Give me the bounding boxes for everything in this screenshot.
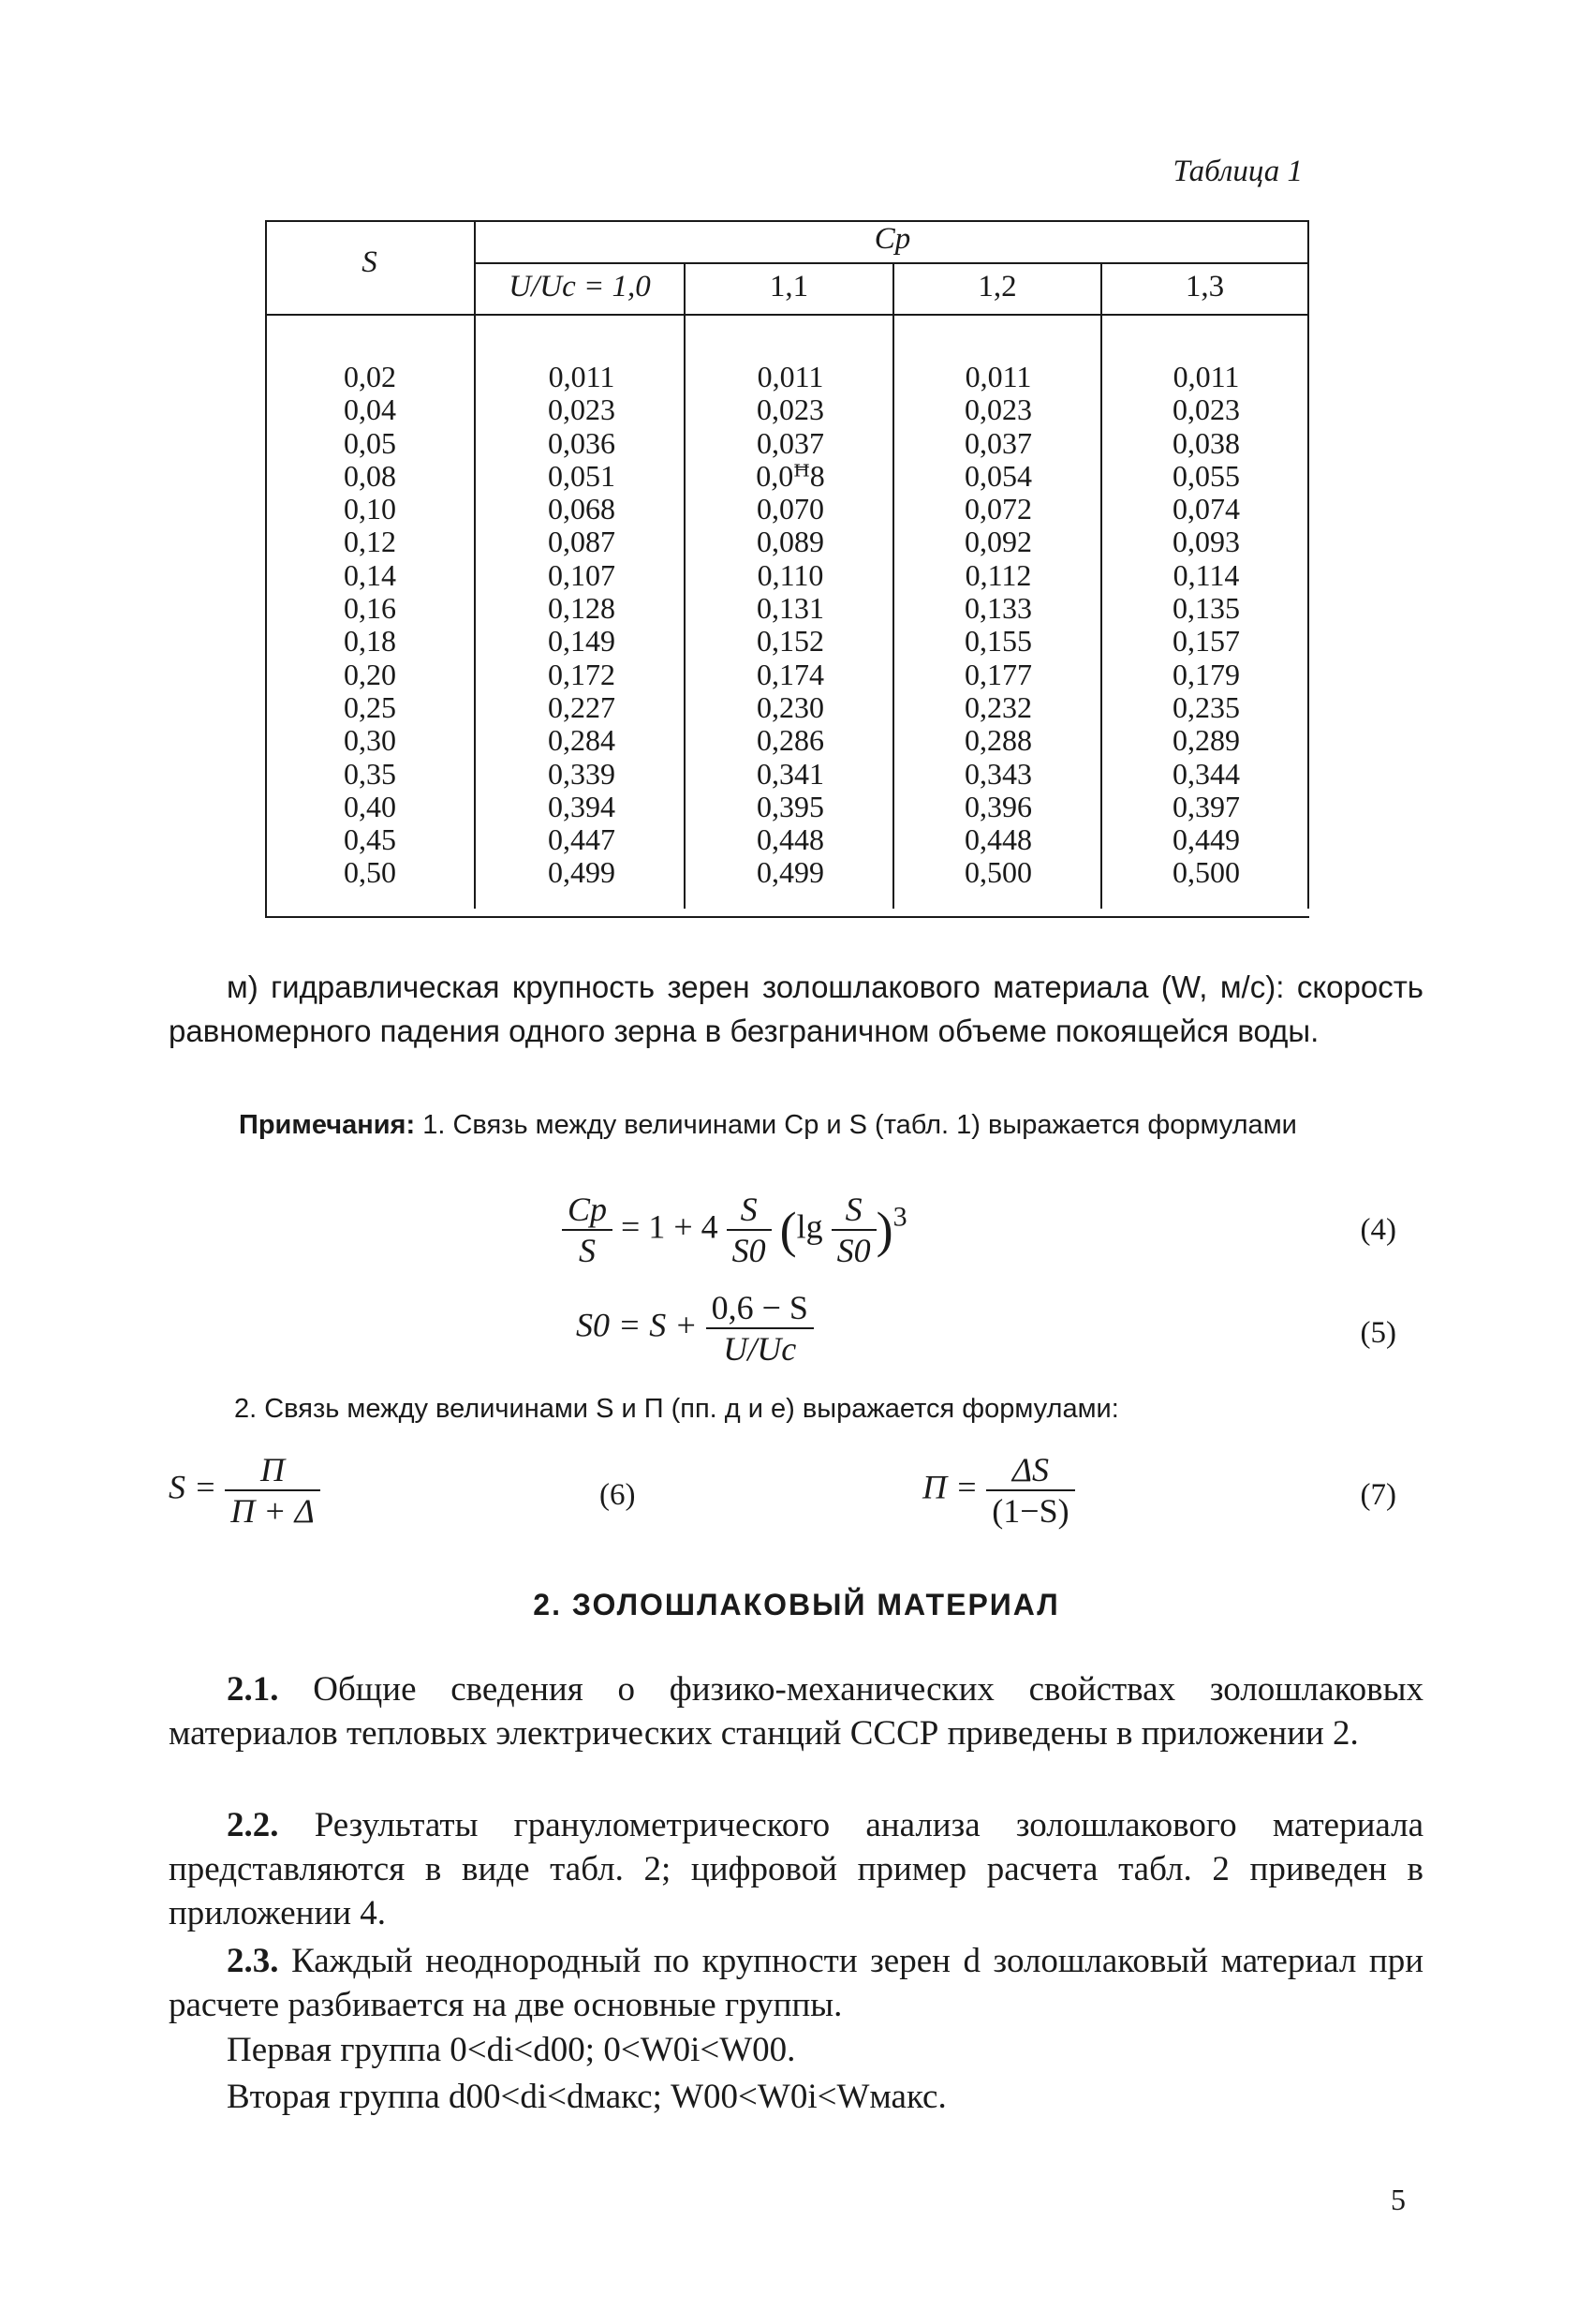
denominator: U/Uc — [723, 1330, 797, 1368]
note-1 — [169, 1110, 1423, 1141]
note-1-text: 1. Связь между величинами Cр и S (табл. 1) выражается формулами — [422, 1110, 1297, 1140]
notes-label: Примечания: — [239, 1110, 416, 1140]
section-text: Каждый неоднородный по крупности зерен d золошлаковый материал при расчете разбивается на две основные группы. — [169, 1942, 1423, 2024]
fraction — [225, 1450, 319, 1531]
formula-4 — [562, 1190, 907, 1270]
table-cell-cp: 0,011 — [757, 360, 824, 393]
col-header-4: 1,3 — [1185, 270, 1225, 303]
table-cell-cp: 0,023 — [757, 392, 824, 427]
table-cell-cp: 0,068 — [548, 492, 615, 526]
note-2: 2. Связь между величинами S и П (пп. д и е) выражается формулами: — [234, 1394, 1119, 1424]
section-number: 2.1. — [227, 1670, 279, 1709]
table-cell-cp: 0,051 — [548, 458, 615, 493]
table-cell-cp: 0,230 — [757, 689, 824, 724]
table-cell-cp: 0,023 — [965, 392, 1032, 427]
equation-number-5: (5) — [1360, 1316, 1396, 1350]
section-2-1 — [169, 1667, 1423, 1755]
table-cell-cp: 0,396 — [965, 789, 1032, 823]
page-number: 5 — [1391, 2183, 1406, 2216]
table-cell-cp: 0,149 — [548, 624, 615, 659]
paren-open: ( — [779, 1202, 797, 1258]
equation-number-7: (7) — [1360, 1478, 1396, 1512]
table-cell-s: 0,30 — [344, 723, 396, 758]
fraction — [706, 1288, 814, 1369]
table-cell-cp: 0,289 — [1173, 723, 1240, 758]
section-text: Общие сведения о физико-механических свойствах золошлаковых материалов тепловых электрических станций СССР приведены в приложении 2. — [169, 1670, 1423, 1753]
section-2-2 — [169, 1803, 1423, 1935]
table-cell-cp: 0,0ꟸ8 — [756, 458, 825, 493]
table-cell-cp: 0,394 — [548, 789, 615, 823]
cp-column-4 — [1117, 361, 1295, 890]
table-cell-s: 0,04 — [344, 392, 396, 427]
table-cell-cp: 0,344 — [1173, 756, 1240, 791]
table-cell-cp: 0,011 — [965, 360, 1032, 393]
table-cell-cp: 0,343 — [965, 756, 1032, 791]
table-cell-cp: 0,038 — [1173, 425, 1240, 460]
table-col-divider — [892, 262, 894, 909]
table-cell-cp: 0,397 — [1173, 789, 1240, 823]
col-header-2: 1,1 — [769, 270, 809, 303]
table-cell-cp: 0,131 — [757, 591, 824, 626]
cp-column-1 — [493, 361, 671, 890]
col-header-3: 1,2 — [978, 270, 1017, 303]
table-cell-cp: 0,133 — [965, 591, 1032, 626]
table-cell-cp: 0,037 — [757, 425, 824, 460]
denominator: S0 — [836, 1232, 871, 1269]
table-cell-cp: 0,284 — [548, 723, 615, 758]
table-col-divider — [684, 262, 686, 909]
table-cell-cp: 0,110 — [757, 557, 824, 592]
equation-number-6: (6) — [599, 1478, 636, 1512]
header-bottom-rule — [265, 314, 1309, 316]
table-cell-cp: 0,499 — [548, 855, 615, 890]
table-cell-cp: 0,339 — [548, 756, 615, 791]
table-cell-cp: 0,172 — [548, 657, 615, 691]
fraction — [727, 1190, 772, 1270]
table-cell-cp: 0,500 — [965, 855, 1032, 890]
cp-column-2 — [701, 361, 879, 890]
section-text: Результаты гранулометрического анализа золошлакового материала представляются в виде табл. 2; цифровой пример расчета табл. 2 приведен в приложении 4. — [169, 1806, 1423, 1932]
table-cell-cp: 0,499 — [757, 855, 824, 890]
table-cell-cp: 0,092 — [965, 525, 1032, 559]
table-cell-cp: 0,054 — [965, 458, 1032, 493]
table-col-divider — [1100, 262, 1102, 909]
table-cell-cp: 0,037 — [965, 425, 1032, 460]
table-cell-cp: 0,072 — [965, 492, 1032, 526]
formula-lhs: П = — [922, 1468, 979, 1506]
table-cell-cp: 0,107 — [548, 557, 615, 592]
table-cell-s: 0,20 — [344, 657, 396, 691]
table-bottom-rule — [265, 916, 1309, 918]
numerator: 0,6 − S — [706, 1288, 814, 1329]
table-cell-cp: 0,447 — [548, 822, 615, 857]
table-cell-cp: 0,112 — [965, 557, 1032, 592]
lg-operator: lg — [796, 1207, 823, 1246]
formula-7 — [922, 1450, 1075, 1531]
table-cell-s: 0,50 — [344, 855, 396, 890]
table-cell-cp: 0,011 — [548, 360, 615, 393]
table-cell-cp: 0,023 — [548, 392, 615, 427]
section-number: 2.3. — [227, 1942, 279, 1980]
group-2: Вторая группа d00<di<dмакс; W00<W0i<Wмакс. — [227, 2078, 947, 2116]
operator: = 1 + 4 — [621, 1207, 718, 1246]
cp-header: Cp — [874, 222, 911, 256]
paren-close: ) — [876, 1202, 893, 1258]
numerator: ΔS — [986, 1450, 1074, 1491]
table-cell-cp: 0,235 — [1173, 689, 1240, 724]
section-number: 2.2. — [227, 1806, 279, 1844]
table-cell-cp: 0,500 — [1173, 855, 1240, 890]
table-cell-cp: 0,152 — [757, 624, 824, 659]
table-cell-cp: 0,227 — [548, 689, 615, 724]
table-cell-s: 0,35 — [344, 756, 396, 791]
table-cell-cp: 0,093 — [1173, 525, 1240, 559]
table-cell-s: 0,12 — [344, 525, 396, 559]
table-cell-cp: 0,087 — [548, 525, 615, 559]
table-cell-cp: 0,070 — [757, 492, 824, 526]
table-cell-s: 0,16 — [344, 591, 396, 626]
table-cell-cp: 0,448 — [965, 822, 1032, 857]
table-cell-s: 0,02 — [344, 360, 396, 393]
table-cell-cp: 0,288 — [965, 723, 1032, 758]
table-cell-cp: 0,341 — [757, 756, 824, 791]
table-cell-s: 0,05 — [344, 425, 396, 460]
table-cell-cp: 0,074 — [1173, 492, 1240, 526]
table-cell-s: 0,18 — [344, 624, 396, 659]
table-caption: Таблица 1 — [1173, 155, 1303, 188]
data-table — [265, 220, 1309, 918]
table-left-rule — [265, 220, 267, 918]
table-cell-cp: 0,395 — [757, 789, 824, 823]
table-cell-cp: 0,011 — [1173, 360, 1240, 393]
table-cell-cp: 0,036 — [548, 425, 615, 460]
paragraph-m: м) гидравлическая крупность зерен золошлакового материала (W, м/с): скорость равномерного падения одного зерна в безграничном объеме покоящейся воды. — [169, 970, 1423, 1048]
table-cell-cp: 0,135 — [1173, 591, 1240, 626]
table-cell-cp: 0,286 — [757, 723, 824, 758]
numerator: S — [832, 1190, 877, 1231]
denominator: П + Δ — [230, 1492, 315, 1530]
table-cell-cp: 0,155 — [965, 624, 1032, 659]
denominator: S0 — [731, 1232, 766, 1269]
table-cell-s: 0,40 — [344, 789, 396, 823]
numerator: П — [225, 1450, 319, 1491]
table-cell-s: 0,10 — [344, 492, 396, 526]
numerator: S — [727, 1190, 772, 1231]
table-cell-cp: 0,179 — [1173, 657, 1240, 691]
fraction — [832, 1190, 877, 1270]
cp-column-3 — [909, 361, 1087, 890]
table-cell-cp: 0,177 — [965, 657, 1032, 691]
table-cell-cp: 0,448 — [757, 822, 824, 857]
numerator: Cp — [562, 1190, 612, 1231]
table-right-rule — [1307, 220, 1309, 909]
s-header: S — [361, 245, 377, 279]
table-cell-cp: 0,174 — [757, 657, 824, 691]
table-cell-s: 0,45 — [344, 822, 396, 857]
formula-lhs: S0 = S + — [576, 1306, 698, 1344]
formula-5 — [576, 1288, 814, 1369]
table-cell-s: 0,08 — [344, 458, 396, 493]
table-cell-cp: 0,232 — [965, 689, 1032, 724]
table-cell-s: 0,14 — [344, 557, 396, 592]
denominator: S — [579, 1232, 596, 1269]
table-cell-cp: 0,089 — [757, 525, 824, 559]
table-cell-cp: 0,055 — [1173, 458, 1240, 493]
fraction — [986, 1450, 1074, 1531]
table-cell-cp: 0,157 — [1173, 624, 1240, 659]
section-title: 2. ЗОЛОШЛАКОВЫЙ МАТЕРИАЛ — [533, 1588, 1060, 1621]
section-2-3 — [169, 1939, 1423, 2027]
s-column — [281, 361, 459, 890]
table-cell-cp: 0,128 — [548, 591, 615, 626]
exponent: 3 — [892, 1201, 907, 1233]
col-header-1: U/Uc = 1,0 — [509, 270, 651, 303]
table-cell-cp: 0,023 — [1173, 392, 1240, 427]
table-col-divider — [474, 220, 476, 909]
equation-number-4: (4) — [1360, 1213, 1396, 1247]
group-1: Первая группа 0<di<d00; 0<W0i<W00. — [227, 2031, 796, 2069]
table-cell-cp: 0,114 — [1173, 557, 1240, 592]
fraction — [562, 1190, 612, 1270]
formula-lhs: S = — [169, 1468, 217, 1506]
table-cell-cp: 0,449 — [1173, 822, 1240, 857]
table-cell-s: 0,25 — [344, 689, 396, 724]
denominator: (1−S) — [992, 1492, 1069, 1530]
formula-6 — [169, 1450, 320, 1531]
